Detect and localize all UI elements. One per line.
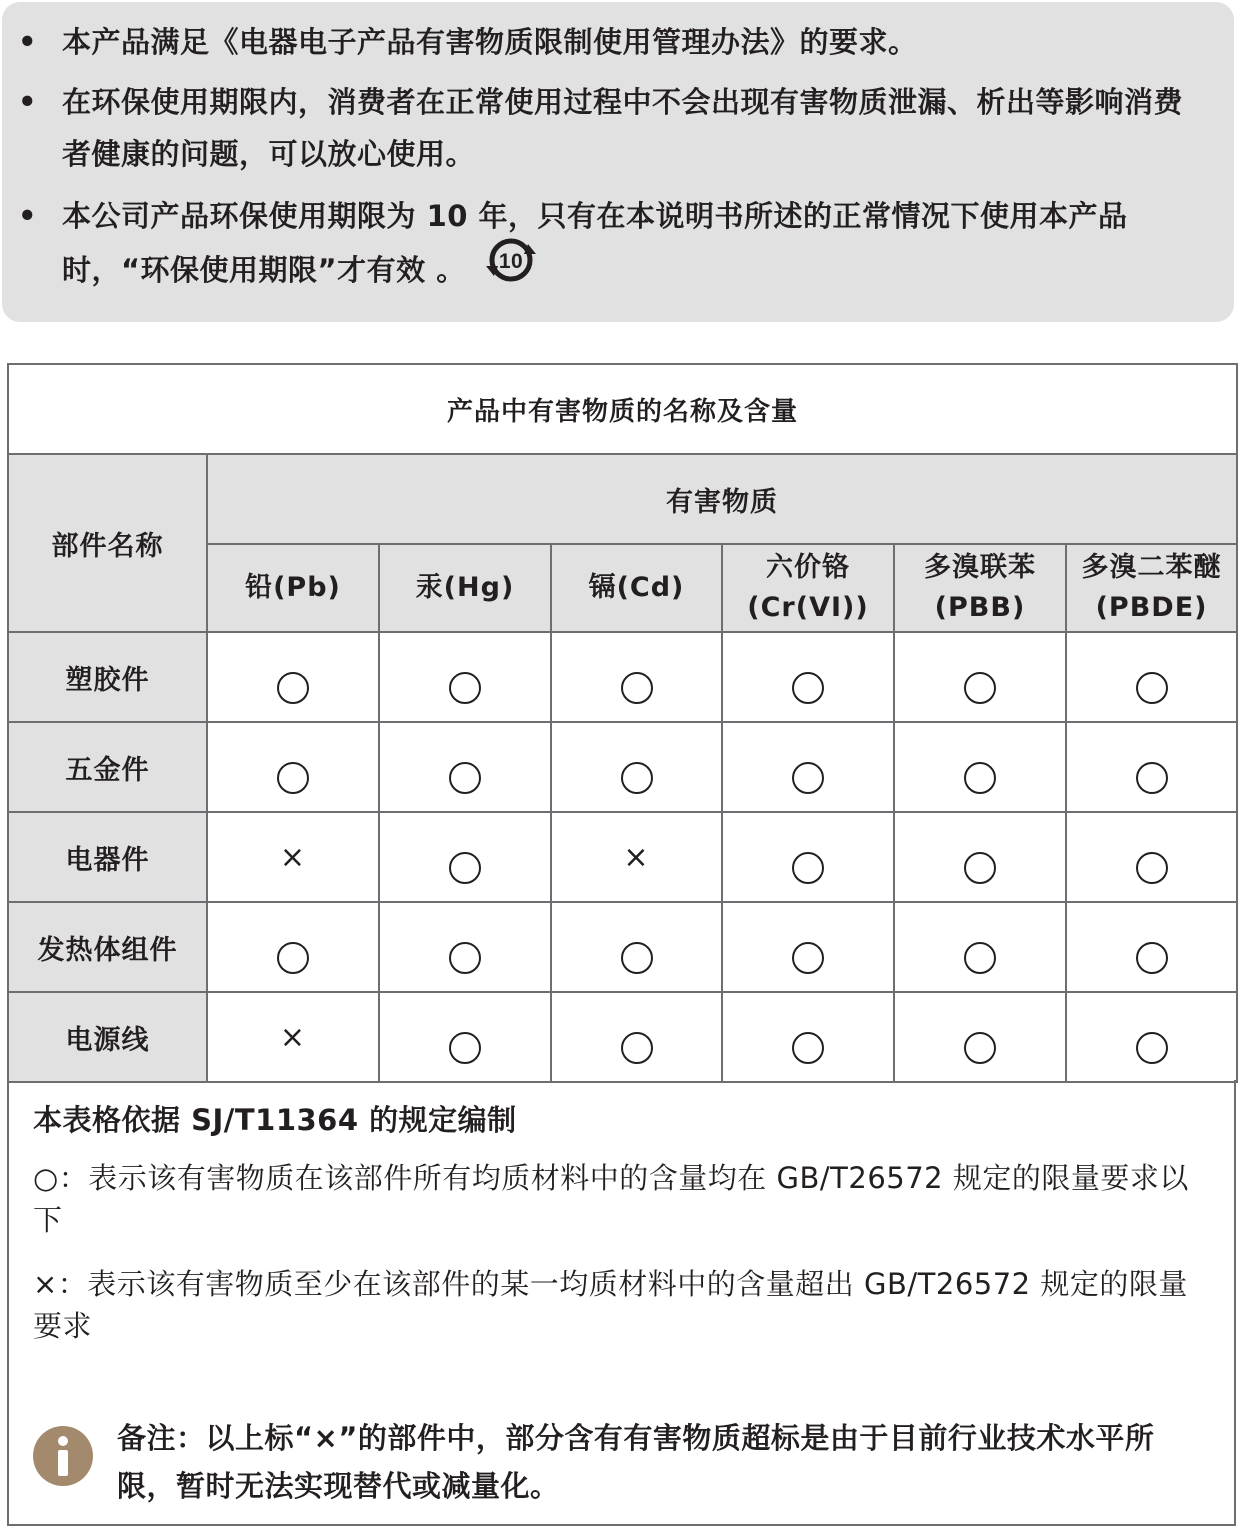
table-row — [8, 722, 1237, 812]
part-name-cell: 塑胶件 — [8, 632, 207, 722]
compliance-cell — [1066, 902, 1237, 992]
part-name-cell: 电源线 — [8, 992, 207, 1082]
compliance-cell — [1066, 722, 1237, 812]
compliance-cell — [207, 722, 379, 812]
table-row — [8, 992, 1237, 1082]
table-row — [8, 632, 1237, 722]
compliance-cell — [1066, 812, 1237, 902]
compliant-mark — [621, 762, 653, 794]
remark-text: 备注：以上标“×”的部件中，部分含有有害物质超标是由于目前行业技术水平所限，暂时无法实现替代或减量化。 — [117, 1421, 1155, 1503]
part-name-cell: 电器件 — [8, 812, 207, 902]
bullet: • — [18, 199, 38, 233]
compliance-cell — [379, 632, 551, 722]
exceeds-mark: × — [279, 839, 307, 875]
column-header-hg: 汞(Hg) — [379, 544, 551, 632]
compliant-mark — [1136, 852, 1168, 884]
compliance-cell — [551, 722, 722, 812]
table-title: 产品中有害物质的名称及含量 — [8, 364, 1237, 454]
compliant-mark — [792, 672, 824, 704]
compliance-cell — [722, 902, 894, 992]
column-header-pb: 铅(Pb) — [207, 544, 379, 632]
compliant-mark — [1136, 672, 1168, 704]
compliance-cell — [379, 902, 551, 992]
compliant-mark — [449, 762, 481, 794]
eco-badge-label: 10 — [499, 250, 524, 273]
part-name-cell: 五金件 — [8, 722, 207, 812]
column-header-pbb: 多溴联苯 (PBB) — [894, 544, 1066, 632]
compliance-cell — [722, 632, 894, 722]
notice-text: 在环保使用期限内，消费者在正常使用过程中不会出现有害物质泄漏、析出等影响消费者健康的问题，可以放心使用。 — [62, 85, 1184, 171]
compliance-cell — [1066, 992, 1237, 1082]
notice-item — [14, 16, 1204, 68]
notice-text: 本产品满足《电器电子产品有害物质限制使用管理办法》的要求。 — [62, 25, 918, 59]
part-name-header: 部件名称 — [8, 454, 207, 632]
bullet: • — [18, 85, 38, 119]
notice-text: 本公司产品环保使用期限为 10 年，只有在本说明书所述的正常情况下使用本产品时，“环保使用期限”才有效 。 — [62, 199, 1128, 287]
compliance-cell — [722, 722, 894, 812]
compliance-cell — [551, 812, 722, 902]
table-row — [8, 812, 1237, 902]
table-basis: 本表格依据 SJ/T11364 的规定编制 — [33, 1103, 517, 1137]
column-header-cd: 镉(Cd) — [551, 544, 722, 632]
compliant-mark — [792, 762, 824, 794]
compliant-mark — [964, 852, 996, 884]
substance-group-header: 有害物质 — [207, 454, 1237, 544]
compliant-mark — [449, 852, 481, 884]
compliant-mark — [792, 1032, 824, 1064]
compliance-cell — [207, 992, 379, 1082]
compliance-cell — [207, 902, 379, 992]
part-name-cell: 发热体组件 — [8, 902, 207, 992]
notice-list — [14, 16, 1204, 302]
compliant-mark — [792, 852, 824, 884]
cross-definition: ×：表示该有害物质至少在该部件的某一均质材料中的含量超出 GB/T26572 规定的限量要求 — [33, 1267, 1188, 1343]
compliance-cell — [894, 632, 1066, 722]
eco-period-10-icon — [484, 238, 538, 298]
eco-notice-panel — [2, 2, 1234, 322]
compliant-mark — [792, 942, 824, 974]
notes-panel — [7, 1080, 1236, 1526]
info-icon — [33, 1426, 93, 1490]
compliant-mark — [277, 762, 309, 794]
compliant-mark — [621, 672, 653, 704]
compliance-cell — [551, 902, 722, 992]
compliance-cell — [894, 902, 1066, 992]
compliant-mark — [621, 942, 653, 974]
compliant-mark — [277, 672, 309, 704]
table-row — [8, 902, 1237, 992]
compliant-mark — [964, 942, 996, 974]
compliant-mark — [1136, 762, 1168, 794]
notice-item — [14, 76, 1204, 180]
compliance-cell — [894, 992, 1066, 1082]
column-header-pbde: 多溴二苯醚 (PBDE) — [1066, 544, 1237, 632]
compliance-cell — [207, 812, 379, 902]
compliance-cell — [1066, 632, 1237, 722]
compliant-mark — [964, 1032, 996, 1064]
compliance-cell — [551, 632, 722, 722]
compliant-mark — [1136, 1032, 1168, 1064]
exceeds-mark: × — [279, 1019, 307, 1055]
compliance-cell — [722, 992, 894, 1082]
compliant-mark — [449, 1032, 481, 1064]
compliance-cell — [379, 722, 551, 812]
compliance-cell — [894, 722, 1066, 812]
compliant-mark — [1136, 942, 1168, 974]
compliance-cell — [207, 632, 379, 722]
hazardous-substance-table — [7, 363, 1236, 1083]
compliant-mark — [964, 672, 996, 704]
exceeds-mark: × — [623, 839, 650, 875]
compliant-mark — [964, 762, 996, 794]
compliant-mark — [621, 1032, 653, 1064]
compliance-cell — [722, 812, 894, 902]
notice-item — [14, 190, 1204, 302]
compliance-cell — [894, 812, 1066, 902]
compliant-mark — [449, 672, 481, 704]
compliant-mark — [449, 942, 481, 974]
compliance-cell — [379, 812, 551, 902]
column-header-cr6: 六价铬 (Cr(VI)) — [722, 544, 894, 632]
bullet: • — [18, 25, 38, 59]
compliance-cell — [379, 992, 551, 1082]
remark — [33, 1414, 1213, 1510]
circle-definition: ○：表示该有害物质在该部件所有均质材料中的含量均在 GB/T26572 规定的限量要求以下 — [33, 1161, 1189, 1237]
compliant-mark — [277, 942, 309, 974]
compliance-cell — [551, 992, 722, 1082]
